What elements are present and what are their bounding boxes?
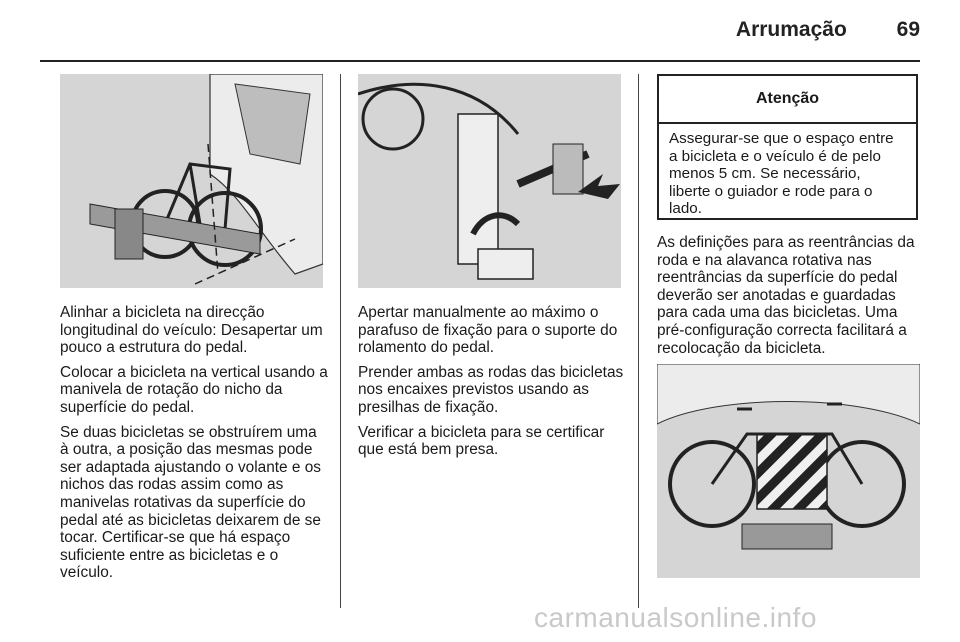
column-3-text (657, 234, 927, 364)
column-divider (340, 74, 341, 608)
page-header (736, 18, 920, 42)
watermark-text: carmanualsonline.info (534, 602, 817, 633)
column-divider (638, 74, 639, 608)
attention-box (657, 74, 918, 220)
paragraph: As definições para as reentrâncias da roda e na alavanca rotativa nas reentrâncias da superfície do pedal deverão ser anotadas e guardadas para cada uma das bicicletas. Uma pré-configuração correcta facilitará a recolocação da bicicleta. (657, 234, 915, 357)
paragraph: Verificar a bicicleta para se certificar que está bem presa. (358, 423, 605, 459)
paragraph: Se duas bicicletas se obstruírem uma à outra, a posição das mesmas pode ser adaptada ajustando o volante e os nichos das rodas assim como as manivelas rotativas da superfície do pedal até as bicicletas deixarem de se tocar. Certificar-se que há espaço suficiente entre as bicicletas e o veículo. (60, 423, 321, 582)
header-rule (40, 60, 920, 62)
two-bikes-with-warning-panel-illustration (657, 364, 920, 578)
paragraph: Apertar manualmente ao máximo o parafuso de fixação para o suporte do rolamento do pedal. (358, 304, 618, 357)
attention-title: Atenção (659, 76, 916, 124)
column-1-text (60, 304, 328, 589)
attention-text: Assegurar-se que o espaço entre a bicicleta e o veículo é de pelo menos 5 cm. Se necessário, liberte o guiador e rode para o lado. (669, 130, 894, 217)
section-title: Arrumação (735, 18, 847, 41)
paragraph: Prender ambas as rodas das bicicletas nos encaixes previstos usando as presilhas de fixação. (358, 363, 624, 416)
page-number: 69 (896, 18, 920, 41)
paragraph: Alinhar a bicicleta na direcção longitudinal do veículo: Desapertar um pouco a estrutura do pedal. (60, 304, 323, 357)
paragraph: Colocar a bicicleta na vertical usando a manivela de rotação do nicho da superfície do pedal. (60, 363, 328, 416)
column-2-text (358, 304, 626, 466)
pedal-clamp-detail-illustration (358, 74, 621, 288)
bike-carrier-rear-view-illustration (60, 74, 323, 288)
